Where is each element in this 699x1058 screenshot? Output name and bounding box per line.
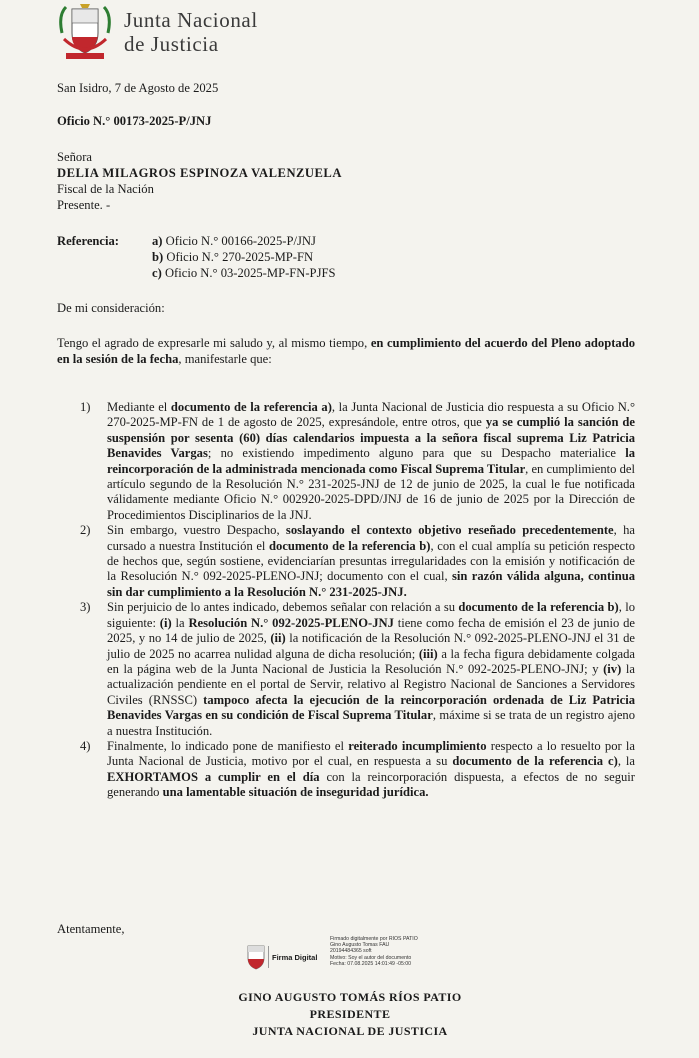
point-text: la actualización pendiente en el portal de Servir, relativo al Registro Nacional de Sanciones a Servidores Civiles (RNSSC) — [107, 661, 635, 707]
salutation-title: Señora — [57, 150, 92, 164]
point-text: la notificación de la Resolución N.° 092-2025-PLENO-JNJ el 31 de julio de 2025 no acarrea nulidad alguna de dicha resolución; — [107, 631, 635, 661]
point-text-bold: documento de la referencia b) — [269, 538, 431, 553]
signatory-institution: JUNTA NACIONAL DE JUSTICIA — [252, 1024, 448, 1038]
oficio-number: Oficio N.° 00173-2025-P/JNJ — [57, 114, 212, 128]
numbered-point — [80, 600, 635, 739]
digital-signature-label: Firma Digital — [272, 953, 318, 962]
point-text-bold: sin razón válida alguna, continua sin dar cumplimiento a la Resolución N.° 231-2025-JNJ. — [107, 569, 635, 599]
reference-letter: b) — [152, 250, 164, 264]
reference-letter: c) — [152, 266, 162, 280]
point-text-bold: (i) — [159, 615, 172, 630]
numbered-point — [80, 739, 635, 801]
place-date: San Isidro, 7 de Agosto de 2025 — [57, 81, 219, 95]
point-text: Sin embargo, vuestro Despacho, — [107, 523, 286, 538]
institution-name — [124, 8, 258, 56]
point-text: , en cumplimiento del artículo segundo de la Resolución N.° 231-2025-JNJ de 12 de junio de 2025, la cual le fue notificada válidamente mediante Oficio N.° 002920-2025-DPD/JNJ de 16 de junio de 2025 por la Dirección de Procedimientos Disciplinarios de la JNJ. — [107, 461, 635, 522]
point-text-bold: (ii) — [270, 631, 286, 646]
point-text: respecto a lo resuelto por la Junta Nacional de Justicia, motivo por el cual, en respuesta a su — [107, 738, 636, 769]
recipient-name: DELIA MILAGROS ESPINOZA VALENZUELA — [57, 166, 342, 180]
point-text-bold: documento de la referencia c) — [452, 754, 618, 769]
digital-signature-details — [330, 936, 470, 967]
point-text-bold: documento de la referencia a) — [170, 400, 332, 414]
reference-item — [152, 250, 335, 266]
point-text-bold: reiterado incumplimiento — [348, 738, 487, 753]
point-text-bold: (iii) — [418, 646, 438, 661]
signature-detail-line: Fecha: 07.08.2025 14:01:49 -05:00 — [330, 960, 412, 967]
point-text: , ha cursado a nuestra Institución el — [107, 523, 635, 553]
point-text: a la fecha figura debidamente colgada en la página web de la Junta Nacional de Justicia la Resolución N.° 092-2025-PLENO-JNJ; y — [107, 646, 635, 676]
recipient-role: Fiscal de la Nación — [57, 182, 154, 196]
signatory-title: PRESIDENTE — [309, 1007, 391, 1021]
point-text-bold: EXHORTAMOS a cumplir en el día — [107, 769, 320, 784]
point-text-bold: documento de la referencia b) — [458, 600, 619, 615]
reference-text: Oficio N.° 270-2025-MP-FN — [166, 250, 314, 264]
greeting: De mi consideración: — [57, 301, 165, 315]
numbered-point — [80, 523, 635, 600]
point-text: , la Junta Nacional de Justicia dio respuesta a su Oficio N.° 270-2025-MP-FN de 1 de agosto de 2025, expresándole, entre otros, que — [107, 400, 635, 430]
point-text: ; no existiendo impedimento alguno para que su Despacho materialice — [207, 446, 626, 461]
point-text-bold: Resolución N.° 092-2025-PLENO-JNJ — [188, 615, 394, 630]
stamp-divider — [268, 946, 269, 968]
point-text: , la — [617, 754, 635, 769]
signatory-name: GINO AUGUSTO TOMÁS RÍOS PATIO — [238, 990, 462, 1004]
coat-of-arms-logo — [58, 3, 112, 61]
point-text-bold: (iv) — [603, 661, 622, 676]
point-number: 3) — [80, 600, 91, 615]
closing: Atentamente, — [57, 922, 125, 936]
intro-bold: en cumplimiento del acuerdo del Pleno adoptado en la sesión de la fecha — [57, 336, 635, 366]
reference-letter: a) — [152, 234, 163, 248]
point-text: , máxime si se trata de un registro ajeno a nuestra Institución. — [107, 708, 636, 738]
signature-detail-line: Motivo: Soy el autor del documento — [330, 954, 412, 961]
reference-text: Oficio N.° 00166-2025-P/JNJ — [165, 234, 316, 248]
signature-detail-line: Firmado digitalmente por RIOS PATIO — [330, 936, 418, 942]
point-text: Sin perjuicio de lo antes indicado, debemos señalar con relación a su — [107, 600, 459, 615]
point-text-bold: soslayando el contexto objetivo reseñado precedentemente — [285, 523, 614, 538]
point-text-bold: ya se cumplió la sanción de suspensión por sesenta (60) días calendarios impuesta a la señora fiscal suprema Liz Patricia Benavides Vargas — [107, 415, 635, 461]
point-text-bold: la reincorporación de la administrada mencionada como Fiscal Suprema Titular — [107, 446, 635, 476]
reference-label: Referencia: — [57, 234, 120, 248]
point-text: la — [171, 615, 189, 630]
present-line: Presente. - — [57, 198, 111, 212]
point-number: 4) — [80, 738, 91, 753]
point-text: Mediante el — [107, 400, 171, 414]
intro-paragraph — [57, 336, 635, 368]
numbered-points — [80, 400, 635, 801]
point-text-bold: una lamentable situación de inseguridad jurídica. — [162, 785, 429, 800]
signature-detail-line: Gino Augusto Tomas FAU — [330, 942, 390, 949]
point-text: Finalmente, lo indicado pone de manifiesto el — [107, 738, 349, 753]
reference-text: Oficio N.° 03-2025-MP-FN-PJFS — [164, 266, 336, 280]
point-number: 1) — [80, 400, 91, 414]
point-number: 2) — [80, 523, 91, 538]
reference-item — [152, 234, 335, 250]
numbered-point — [80, 400, 635, 523]
digital-signature-seal-icon — [245, 944, 267, 974]
institution-line-1: Junta Nacional — [124, 8, 258, 32]
signature-detail-line: 20194484365 soft — [330, 948, 372, 955]
point-text: , con el cual amplía su petición respecto de hechos que, según sostiene, evidenciarían presuntas irregularidades con la emisión y notificación de la Resolución N.° 092-2025-PLENO-JNJ; documento con el cual, — [107, 538, 635, 584]
point-text: , lo siguiente: — [107, 600, 635, 630]
point-text: con la reincorporación dispuesta, a efectos de no seguir generando — [107, 769, 635, 800]
intro-text-1: Tengo el agrado de expresarle mi saludo y, al mismo tiempo, — [57, 336, 371, 350]
point-text-bold: tampoco afecta la ejecución de la reincorporación ordenada de Liz Patricia Benavides Vargas en su condición de Fiscal Suprema Titular — [107, 692, 636, 723]
point-text: tiene como fecha de emisión el 23 de junio de 2025, y no 14 de julio de 2025, — [107, 615, 635, 646]
reference-item — [152, 266, 335, 282]
intro-text-2: , manifestarle que: — [178, 351, 272, 366]
reference-list — [152, 234, 335, 282]
institution-line-2: de Justicia — [124, 32, 219, 56]
